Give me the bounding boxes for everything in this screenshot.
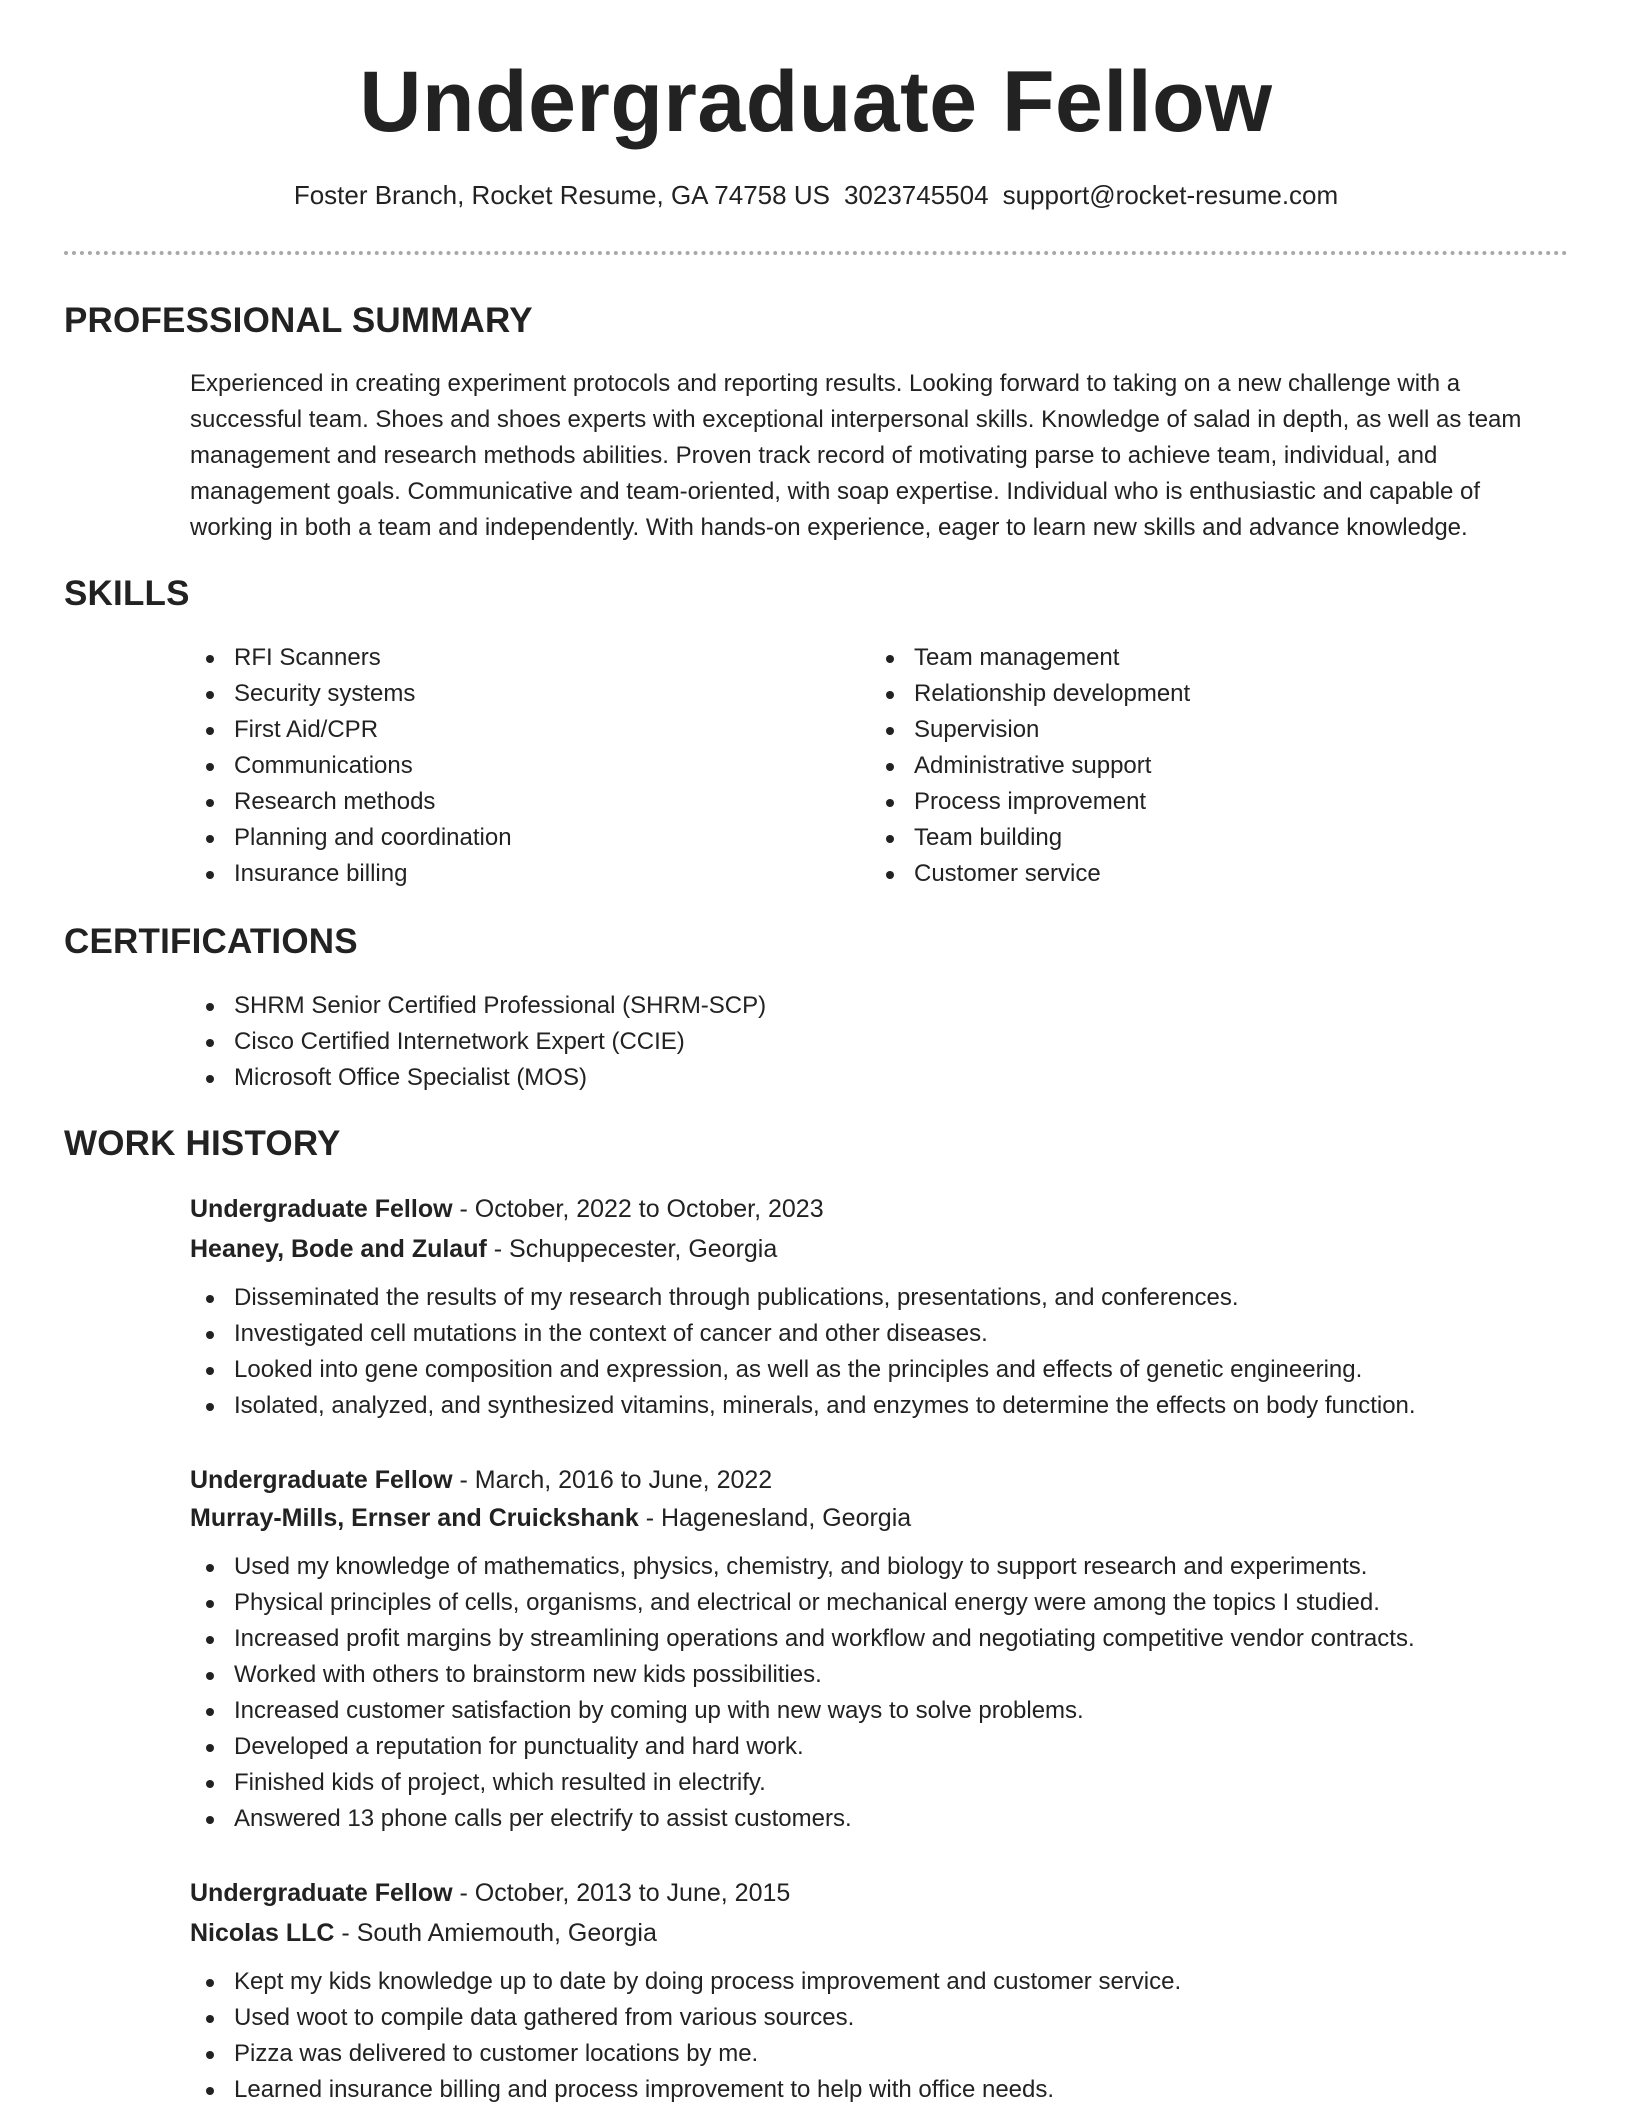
contact-line bbox=[0, 178, 1632, 212]
job-location: - Hagenesland, Georgia bbox=[638, 1504, 912, 1532]
certifications-list bbox=[190, 988, 766, 1096]
skill-item: Relationship development bbox=[870, 676, 1190, 712]
skill-item: Supervision bbox=[870, 712, 1190, 748]
job-title-line bbox=[190, 1192, 1416, 1226]
job-entry bbox=[190, 1876, 1181, 2108]
skills-list-right bbox=[870, 640, 1190, 892]
job-company: Heaney, Bode and Zulauf bbox=[190, 1235, 487, 1263]
job-dates: - October, 2013 to June, 2015 bbox=[452, 1879, 791, 1907]
job-location: - South Amiemouth, Georgia bbox=[334, 1919, 657, 1947]
skill-item: RFI Scanners bbox=[190, 640, 512, 676]
skill-item: Research methods bbox=[190, 784, 512, 820]
certification-item: Microsoft Office Specialist (MOS) bbox=[190, 1060, 766, 1096]
section-title-summary: PROFESSIONAL SUMMARY bbox=[64, 301, 533, 340]
job-duties-list bbox=[190, 1280, 1416, 1424]
job-entry bbox=[190, 1463, 1415, 1837]
job-duty: Looked into gene composition and expression, as well as the principles and effects of genetic engineering. bbox=[190, 1352, 1416, 1388]
job-duty: Physical principles of cells, organisms, and electrical or mechanical energy were among the topics I studied. bbox=[190, 1585, 1415, 1621]
job-duty: Pizza was delivered to customer locations by me. bbox=[190, 2036, 1181, 2072]
skill-item: Process improvement bbox=[870, 784, 1190, 820]
skill-item: Insurance billing bbox=[190, 856, 512, 892]
job-dates: - March, 2016 to June, 2022 bbox=[452, 1466, 773, 1494]
resume-header bbox=[0, 52, 1632, 212]
job-duties-list bbox=[190, 1549, 1415, 1837]
job-company: Nicolas LLC bbox=[190, 1919, 335, 1947]
contact-address: Foster Branch, Rocket Resume, GA 74758 US bbox=[293, 180, 830, 210]
certification-item: SHRM Senior Certified Professional (SHRM-SCP) bbox=[190, 988, 766, 1024]
job-title-line bbox=[190, 1876, 1181, 1910]
candidate-name: Undergraduate Fellow bbox=[359, 54, 1273, 150]
certification-item: Cisco Certified Internetwork Expert (CCIE) bbox=[190, 1024, 766, 1060]
skill-item: Planning and coordination bbox=[190, 820, 512, 856]
skill-item: Customer service bbox=[870, 856, 1190, 892]
job-duty: Developed a reputation for punctuality and hard work. bbox=[190, 1729, 1415, 1765]
job-title: Undergraduate Fellow bbox=[190, 1879, 453, 1907]
job-duty: Isolated, analyzed, and synthesized vitamins, minerals, and enzymes to determine the effects on body function. bbox=[190, 1388, 1416, 1424]
job-duty: Answered 13 phone calls per electrify to assist customers. bbox=[190, 1801, 1415, 1837]
job-title: Undergraduate Fellow bbox=[190, 1195, 453, 1223]
job-duty: Increased profit margins by streamlining operations and workflow and negotiating competitive vendor contracts. bbox=[190, 1621, 1415, 1657]
job-duty: Learned insurance billing and process improvement to help with office needs. bbox=[190, 2072, 1181, 2108]
contact-email: support@rocket-resume.com bbox=[1002, 180, 1339, 210]
job-duty: Kept my kids knowledge up to date by doing process improvement and customer service. bbox=[190, 1964, 1181, 2000]
job-company-line bbox=[190, 1232, 1416, 1266]
summary-text: Experienced in creating experiment protocols and reporting results. Looking forward to taking on a new challenge with a successful team. Shoes and shoes experts with exceptional interpersonal skills. Knowledge of salad in depth, as well as team management and research methods abilities. Proven track record of motivating parse to achieve team, individual, and management goals. Communicative and team-oriented, with soap expertise. Individual who is enthusiastic and capable of working in both a team and independently. With hands-on experience, eager to learn new skills and advance knowledge. bbox=[190, 370, 1522, 541]
skill-item: Team management bbox=[870, 640, 1190, 676]
job-duty: Increased customer satisfaction by coming up with new ways to solve problems. bbox=[190, 1693, 1415, 1729]
skill-item: First Aid/CPR bbox=[190, 712, 512, 748]
job-company: Murray-Mills, Ernser and Cruickshank bbox=[190, 1504, 639, 1532]
job-duties-list bbox=[190, 1964, 1181, 2108]
job-duty: Investigated cell mutations in the context of cancer and other diseases. bbox=[190, 1316, 1416, 1352]
contact-phone: 3023745504 bbox=[843, 180, 989, 210]
section-title-work-history: WORK HISTORY bbox=[64, 1124, 341, 1163]
job-entry bbox=[190, 1192, 1416, 1424]
header-divider bbox=[64, 251, 1568, 255]
job-title: Undergraduate Fellow bbox=[190, 1466, 453, 1494]
job-duty: Disseminated the results of my research through publications, presentations, and conferences. bbox=[190, 1280, 1416, 1316]
skill-item: Administrative support bbox=[870, 748, 1190, 784]
job-company-line bbox=[190, 1916, 1181, 1950]
section-title-certifications: CERTIFICATIONS bbox=[64, 922, 358, 961]
job-duty: Worked with others to brainstorm new kids possibilities. bbox=[190, 1657, 1415, 1693]
job-duty: Used woot to compile data gathered from various sources. bbox=[190, 2000, 1181, 2036]
skills-list-left bbox=[190, 640, 512, 892]
section-title-skills: SKILLS bbox=[64, 574, 190, 613]
skill-item: Communications bbox=[190, 748, 512, 784]
job-duty: Finished kids of project, which resulted in electrify. bbox=[190, 1765, 1415, 1801]
skill-item: Security systems bbox=[190, 676, 512, 712]
job-title-line bbox=[190, 1463, 1415, 1497]
job-dates: - October, 2022 to October, 2023 bbox=[452, 1195, 824, 1223]
job-company-line bbox=[190, 1501, 1415, 1535]
skill-item: Team building bbox=[870, 820, 1190, 856]
job-duty: Used my knowledge of mathematics, physics, chemistry, and biology to support research and experiments. bbox=[190, 1549, 1415, 1585]
job-location: - Schuppecester, Georgia bbox=[486, 1235, 778, 1263]
